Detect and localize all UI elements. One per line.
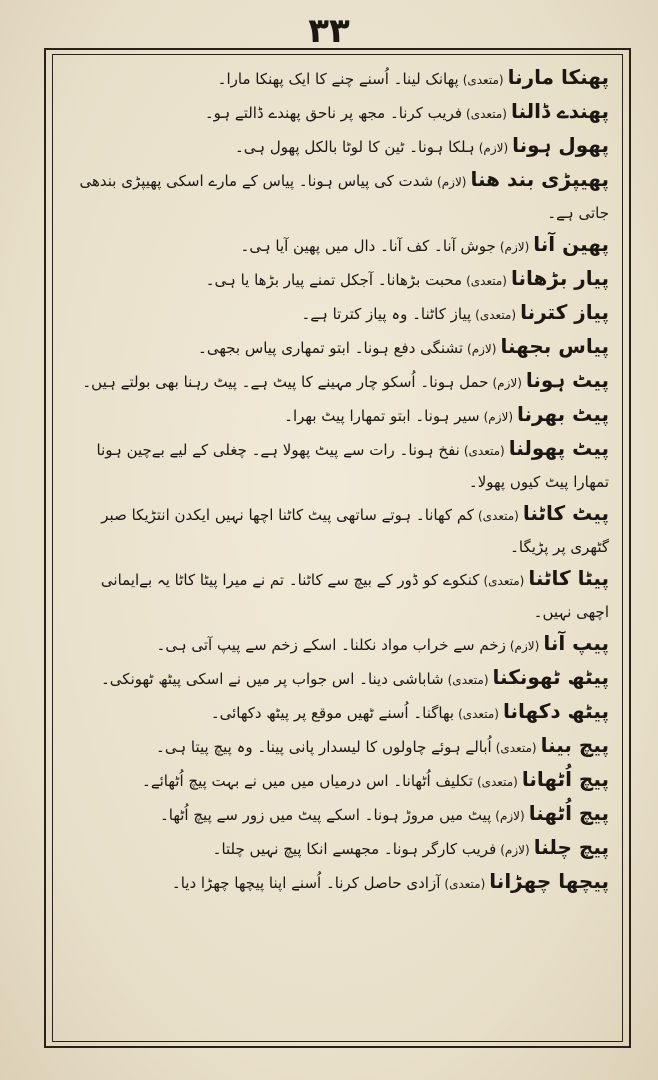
entry-grammar-label: (لازم): [483, 410, 514, 424]
entry-definition: نفخ ہونا۔ رات سے پیٹ پھولا ہے۔ چغلی کے لیے بےچین ہونا تمھارا پیٹ کیوں پھولا۔: [96, 441, 609, 491]
entry-headword: پھنکا مارنا: [507, 65, 609, 89]
entry-definition: فریب کارگر ہونا۔ مجھسے انکا پیچ نہیں چلتا۔: [212, 840, 497, 858]
dictionary-entry: [60, 229, 615, 263]
entry-grammar-label: (متعدی): [483, 574, 525, 588]
entry-grammar-label: (متعدی): [476, 775, 518, 789]
entry-definition: پھانک لینا۔ اُسنے چنے کا ایک پھنکا مارا۔: [217, 70, 459, 88]
entry-headword: پیچ اُٹھنا: [528, 801, 609, 825]
dictionary-entry: [60, 798, 615, 832]
entry-definition: تشنگی دفع ہونا۔ ابتو تمھاری پیاس بجھی۔: [198, 339, 464, 357]
entry-headword: پیٹھ دکھانا: [502, 699, 609, 723]
entry-headword: پیچ اُٹھانا: [521, 767, 609, 791]
dictionary-entry: [60, 297, 615, 331]
entry-definition: اُبالے ہوئے چاولوں کا لیسدار پانی پینا۔ وہ پیچ پیتا ہی۔: [156, 738, 492, 756]
entry-headword: پیچھا چھڑانا: [489, 869, 609, 893]
entry-headword: پیاز کترنا: [520, 300, 609, 324]
dictionary-entry: [60, 399, 615, 433]
entry-grammar-label: (متعدی): [477, 509, 519, 523]
entry-headword: پیٹھ ٹھونکنا: [492, 665, 609, 689]
page-number: ۳۳: [308, 11, 350, 51]
dictionary-entry: [60, 764, 615, 798]
dictionary-entry: [60, 331, 615, 365]
entry-grammar-label: (متعدی): [466, 274, 507, 288]
entry-headword: پھول ہونا: [512, 133, 609, 157]
entry-headword: پیٹ کاٹنا: [522, 501, 609, 525]
entry-definition: پیاز کاٹنا۔ وہ پیاز کترتا ہے۔: [301, 305, 472, 323]
dictionary-entry: [60, 130, 615, 164]
entry-definition: شدت کی پیاس ہونا۔ پیاس کے مارے اسکی پھیپڑی بندھی جاتی ہے۔: [79, 172, 609, 222]
dictionary-entry: [60, 164, 615, 229]
entry-definition: کم کھانا۔ ہوتے ساتھی پیٹ کاٹنا اچھا نہیں ایکدن انتڑیکا صبر گٹھری پر پڑیگا۔: [101, 506, 609, 556]
dictionary-entry: [60, 433, 615, 498]
entry-headword: پیٹ پھولنا: [508, 436, 609, 460]
entry-definition: بھاگنا۔ اُسنے ٹھیں موقع پر پیٹھ دکھائی۔: [210, 704, 455, 722]
dictionary-entry: [60, 365, 615, 399]
dictionary-entry: [60, 628, 615, 662]
dictionary-entry: [60, 96, 615, 130]
entry-grammar-label: (لازم): [500, 843, 530, 857]
entry-definition: پیٹ میں مروڑ ہونا۔ اسکے پیٹ میں زور سے پیچ اُٹھا۔: [159, 806, 492, 824]
dictionary-entry: [60, 498, 615, 563]
entry-grammar-label: (متعدی): [466, 107, 507, 121]
dictionary-entry: [60, 563, 615, 628]
entry-grammar-label: (متعدی): [463, 444, 505, 458]
entry-grammar-label: (لازم): [499, 240, 530, 254]
dictionary-entry: [60, 730, 615, 764]
entry-grammar-label: (لازم): [437, 175, 467, 189]
entry-definition: زخم سے خراب مواد نکلنا۔ اسکے زخم سے پیپ آتی ہی۔: [156, 636, 506, 654]
entry-definition: حمل ہونا۔ اُسکو چار مہینے کا پیٹ ہے۔ پیٹ رہنا بھی بولتے ہیں۔: [82, 373, 489, 391]
dictionary-entry: [60, 866, 615, 900]
entry-headword: پیاس بجھنا: [500, 334, 609, 358]
entry-headword: پھندے ڈالنا: [510, 99, 609, 123]
entry-grammar-label: (لازم): [467, 342, 497, 356]
entry-definition: آزادی حاصل کرنا۔ اُسنے اپنا پیچھا چھڑا دیا۔: [171, 874, 441, 892]
entry-definition: شاباشی دینا۔ اس جواب پر میں نے اسکی پیٹھ ٹھونکی۔: [101, 670, 444, 688]
entry-grammar-label: (لازم): [509, 639, 540, 653]
entry-definition: محبت بڑھانا۔ آجکل تمنے پیار بڑھا یا ہی۔: [205, 271, 463, 289]
dictionary-entry: [60, 62, 615, 96]
entry-headword: پیچ بینا: [540, 733, 609, 757]
entry-definition: فریب کرنا۔ مجھ پر ناحق پھندے ڈالتے ہو۔: [204, 104, 463, 122]
entry-grammar-label: (لازم): [495, 809, 525, 823]
entry-grammar-label: (متعدی): [495, 741, 537, 755]
dictionary-entry: [60, 263, 615, 297]
entry-headword: پیپ آنا: [543, 631, 609, 655]
entry-definition: ہلکا ہونا۔ ٹین کا لوٹا بالکل پھول ہی۔: [234, 138, 475, 156]
dictionary-entry: [60, 662, 615, 696]
entry-headword: پیچ چلنا: [533, 835, 609, 859]
entry-definition: سیر ہونا۔ ابتو تمھارا پیٹ بھرا۔: [284, 407, 480, 425]
entry-headword: پھین آنا: [533, 232, 609, 256]
entry-headword: پیٹا کاٹنا: [528, 566, 609, 590]
dictionary-entry: [60, 832, 615, 866]
entry-grammar-label: (متعدی): [447, 673, 489, 687]
entry-definition: جوش آنا۔ کف آنا۔ دال میں پھین آیا ہی۔: [240, 237, 496, 255]
entry-definition: تکلیف اُٹھانا۔ اس درمیاں میں میں نے بہت پیچ اُٹھائے۔: [142, 772, 473, 790]
entry-grammar-label: (متعدی): [444, 877, 486, 891]
entry-grammar-label: (لازم): [478, 141, 509, 155]
dictionary-entry: [60, 696, 615, 730]
entry-headword: پیٹ بھرنا: [517, 402, 609, 426]
entry-headword: پیٹ ہونا: [525, 368, 609, 392]
entry-definition: کنکوے کو ڈور کے بیچ سے کاٹنا۔ تم نے میرا پیٹا کاٹا یہ بےایمانی اچھی نہیں۔: [100, 571, 609, 621]
entry-headword: پھیپڑی بند ھنا: [470, 167, 609, 191]
entry-grammar-label: (متعدی): [458, 707, 499, 721]
entry-grammar-label: (متعدی): [475, 308, 517, 322]
dictionary-entries: [60, 62, 615, 1034]
entry-headword: پیار بڑھانا: [510, 266, 609, 290]
entry-grammar-label: (متعدی): [462, 73, 504, 87]
entry-grammar-label: (لازم): [492, 376, 522, 390]
